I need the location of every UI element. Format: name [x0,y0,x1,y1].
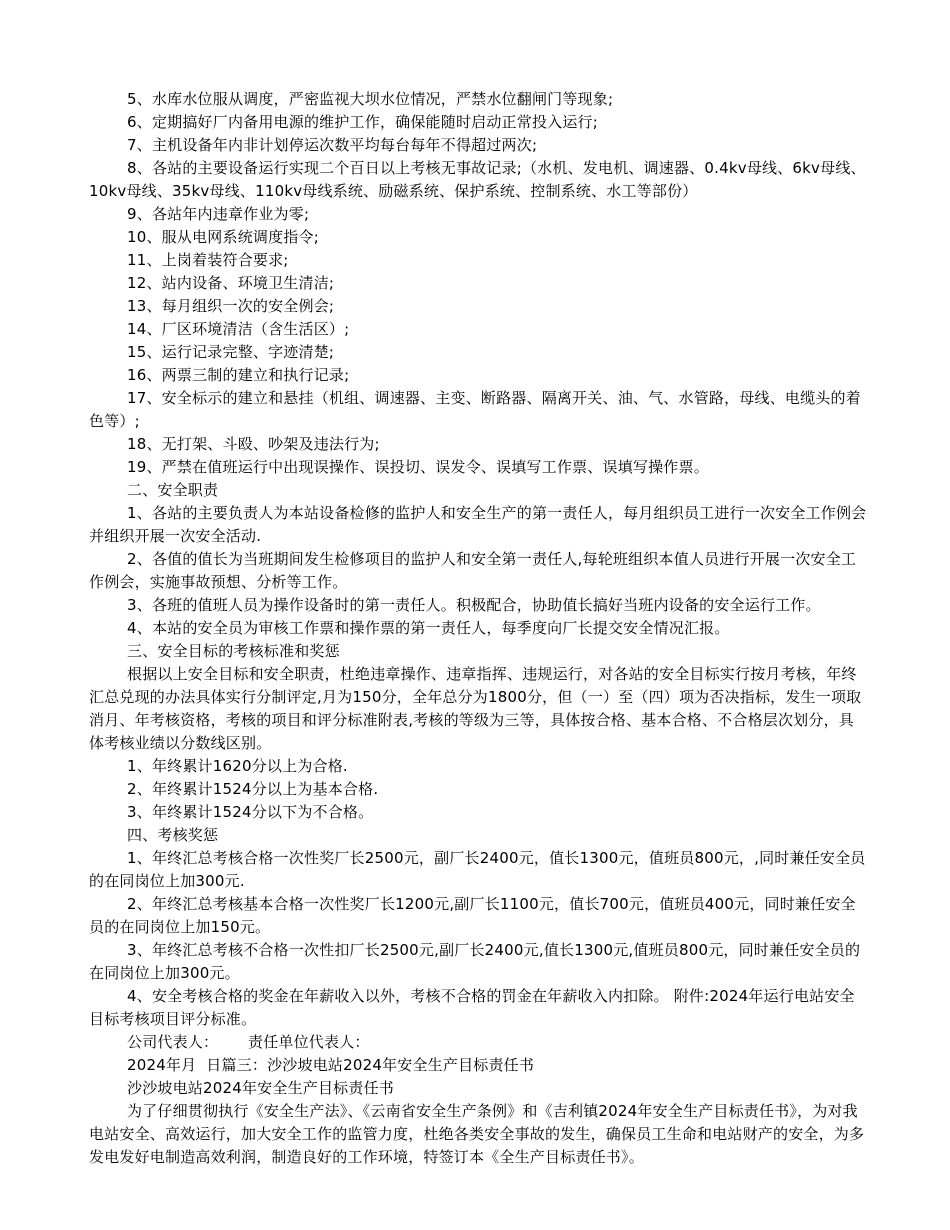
paragraph: 3、年终累计1524分以下为不合格。 [127,803,374,821]
paragraph: 4、安全考核合格的奖金在年薪收入以外，考核不合格的罚金在年薪收入内扣除。 附件:2024年运行电站安全目标考核项目评分标准。 [89,987,855,1028]
paragraph: 1、年终汇总考核合格一次性奖厂长2500元，副厂长2400元，值长1300元，值班员800元，,同时兼任安全员的在同岗位上加300元. [89,849,866,890]
signature-line: 公司代表人： 责任单位代表人： [127,1033,370,1051]
paragraph: 根据以上安全目标和安全职责，杜绝违章操作、违章指挥、违规运行，对各站的安全目标实行按月考核，年终汇总兑现的办法具体实行分制评定,月为150分，全年总分为1800分，但（一）至（四）项为否决指标，发生一项取消月、年考核资格，考核的项目和评分标准附表,考核的等级为三等，具体按合格、基本合格、不合格层次划分，具体考核业绩以分数线区别。 [89,665,862,752]
paragraph: 17、安全标示的建立和悬挂（机组、调速器、主变、断路器、隔离开关、油、气、水管路，母线、电缆头的着色等）; [89,389,861,430]
section-heading: 三、安全目标的考核标准和奖惩 [127,642,340,660]
date-line: 2024年月 日篇三：沙沙坡电站2024年安全生产目标责任书 [127,1056,535,1074]
paragraph: 为了仔细贯彻执行《安全生产法》、《云南省安全生产条例》和《吉利镇2024年安全生产目标责任书》，为对我电站安全、高效运行，加大安全工作的监管力度，杜绝各类安全事故的发生，确保员工生命和电站财产的安全，为多发电发好电制造高效利润，制造良好的工作环境，特签订本《全生产目标责任书》。 [89,1102,865,1166]
paragraph: 4、本站的安全员为审核工作票和操作票的第一责任人，每季度向厂长提交安全情况汇报。 [127,619,730,637]
paragraph: 1、各站的主要负责人为本站设备检修的监护人和安全生产的第一责任人，每月组织员工进行一次安全工作例会并组织开展一次安全活动. [89,504,867,545]
paragraph: 2、年终汇总考核基本合格一次性奖厂长1200元,副厂长1100元，值长700元，值班员400元，同时兼任安全员的在同岗位上加150元。 [89,895,856,936]
paragraph: 14、厂区环境清洁（含生活区）; [127,320,350,338]
paragraph: 5、水库水位服从调度，严密监视大坝水位情况，严禁水位翻闸门等现象; [127,90,614,108]
paragraph: 7、主机设备年内非计划停运次数平均每台每年不得超过两次; [127,136,538,154]
paragraph: 15、运行记录完整、字迹清楚; [127,343,335,361]
paragraph: 13、每月组织一次的安全例会; [127,297,335,315]
paragraph: 3、各班的值班人员为操作设备时的第一责任人。积极配合，协助值长搞好当班内设备的安全运行工作。 [127,596,821,614]
paragraph: 16、两票三制的建立和执行记录; [127,366,350,384]
paragraph: 8、各站的主要设备运行实现二个百日以上考核无事故记录;（水机、发电机、调速器、0.4kv母线、6kv母线、10kv母线、35kv母线、110kv母线系统、励磁系统、保护系统、控制系统、水工等部份） [89,159,866,200]
paragraph: 12、站内设备、环境卫生清洁; [127,274,335,292]
paragraph: 6、定期搞好厂内备用电源的维护工作，确保能随时启动正常投入运行; [127,113,599,131]
section-heading: 四、考核奖惩 [127,826,219,844]
paragraph: 10、服从电网系统调度指令; [127,228,319,246]
paragraph: 9、各站年内违章作业为零; [127,205,310,223]
paragraph: 2、年终累计1524分以上为基本合格. [127,780,379,798]
paragraph: 1、年终累计1620分以上为合格. [127,757,348,775]
paragraph: 19、严禁在值班运行中出现误操作、误投切、误发令、误填写工作票、误填写操作票。 [127,458,709,476]
paragraph: 3、年终汇总考核不合格一次性扣厂长2500元,副厂长2400元,值长1300元,值班员800元，同时兼任安全员的在同岗位上加300元。 [89,941,861,982]
document-body [89,88,869,1169]
document-title: 沙沙坡电站2024年安全生产目标责任书 [127,1079,394,1097]
paragraph: 2、各值的值长为当班期间发生检修项目的监护人和安全第一责任人,每轮班组织本值人员进行开展一次安全工作例会，实施事故预想、分析等工作。 [89,550,857,591]
section-heading: 二、安全职责 [127,481,219,499]
paragraph: 18、无打架、斗殴、吵架及违法行为; [127,435,380,453]
paragraph: 11、上岗着装符合要求; [127,251,289,269]
